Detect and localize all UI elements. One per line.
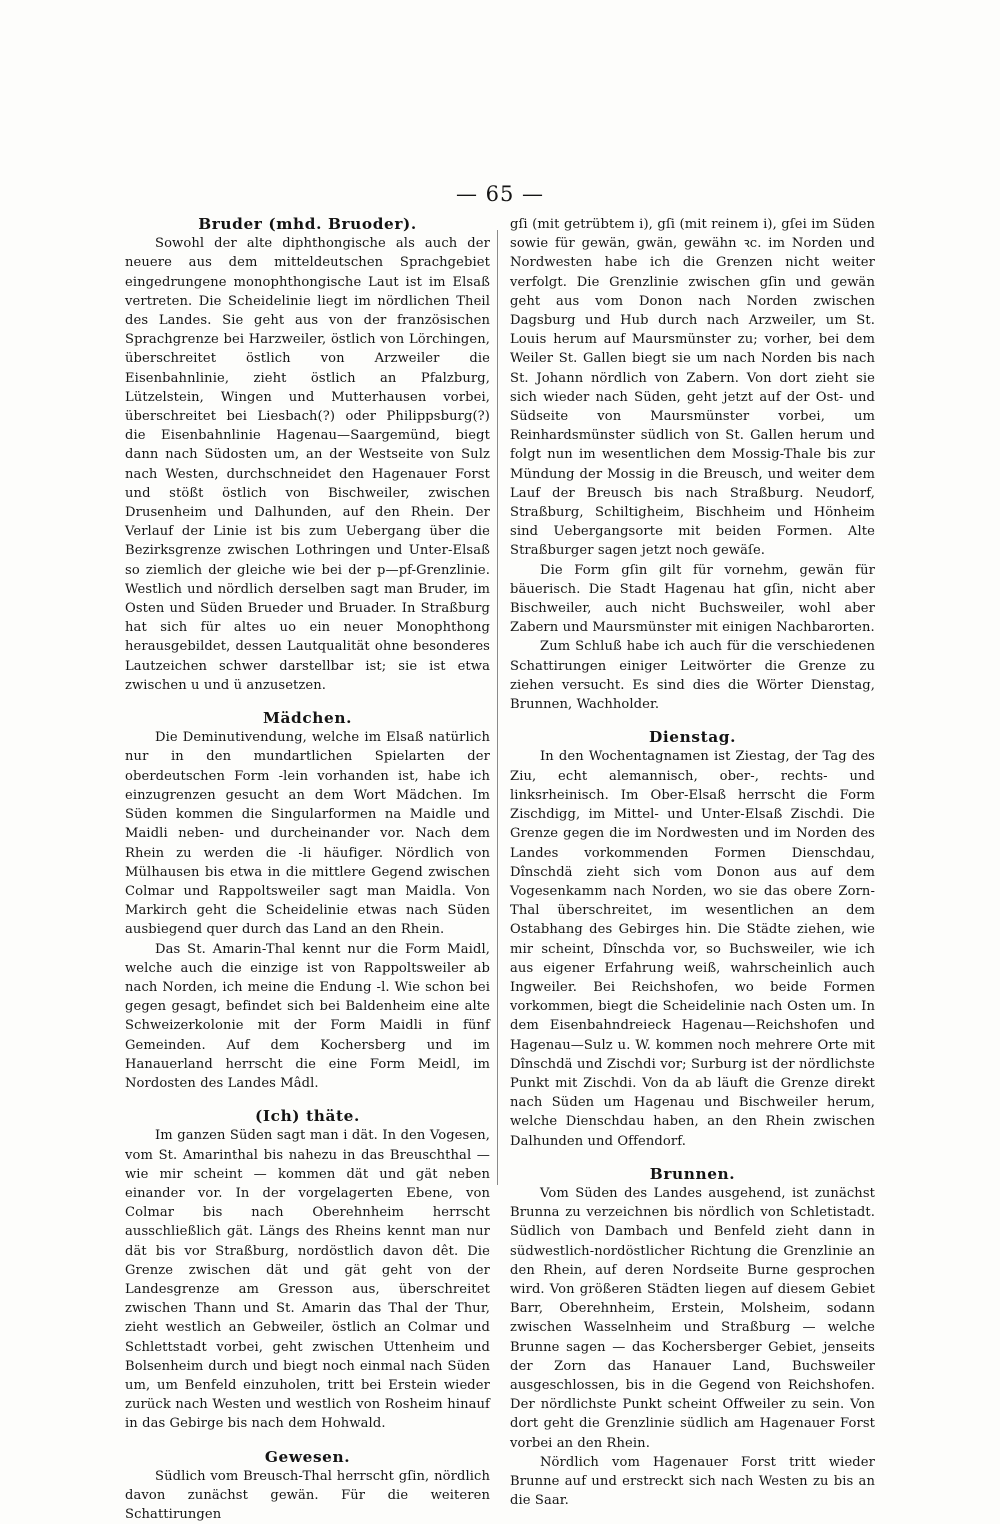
- paragraph: Vom Süden des Landes ausgehend, ist zunächst Brunna zu verzeichnen bis nördlich von Schletistadt. Südlich von Dambach und Benfeld zieht dann in südwestlich-nordöstlicher Richtung die Grenzlinie an den Rhein, auf deren Nordseite Burne gesprochen wird. Von größeren Städten liegen auf diesem Gebiet Barr, Oberehnheim, Erstein, Molsheim, sodann zwischen Wasselnheim und Straßburg — welche Brunne sagen — das Kochersberger Gebiet, jenseits der Zorn das Hanauer Land, Buchsweiler ausgeschlossen, bis in die Gegend von Reichshofen. Der nördlichste Punkt scheint Offweiler zu sein. Von dort geht die Grenzlinie südlich am Hagenauer Forst vorbei an den Rhein.: [510, 1185, 875, 1451]
- section-heading-brunnen: Brunnen.: [649, 1164, 736, 1183]
- paragraph: Im ganzen Süden sagt man i dät. In den Vogesen, vom St. Amarinthal bis nahezu in das Breuschthal — wie mir scheint — kommen dät und gät neben einander vor. In der vorgelagerten Ebene, von Colmar bis nach Oberehnheim herrscht ausschließlich gät. Längs des Rheins kennt man nur dät bis vor Straßburg, nordöstlich davon dêt. Die Grenze zwischen dät und gät geht von der Landesgrenze am Gresson aus, überschreitet zwischen Thann und St. Amarin das Thal der Thur, zieht westlich an Gebweiler, östlich an Colmar und Schlettstadt vorbei, geht zwischen Uttenheim und Bolsenheim durch und biegt noch einmal nach Süden um, um Benfeld einzuholen, tritt bei Erstein wieder zurück nach Westen und westlich von Rosheim hinauf in das Gebirge bis nach dem Hohwald.: [125, 1128, 490, 1432]
- section-heading-bruder: Bruder (mhd. Bruoder).: [198, 215, 417, 233]
- right-column: [510, 215, 875, 1510]
- page-number: — 65 —: [455, 182, 545, 206]
- paragraph: Die Form gſin gilt für vornehm, gewän für bäuerisch. Die Stadt Hagenau hat gſin, nicht aber Bischweiler, auch nicht Buchsweiler, wohl aber Zabern und Maursmünster mit einigen Nachbarorten.: [510, 562, 875, 636]
- paragraph: Zum Schluß habe ich auch für die verschiedenen Schattirungen einiger Leitwörter die Grenze zu ziehen versucht. Es sind dies die Wörter Dienstag, Brunnen, Wachholder.: [510, 639, 875, 713]
- paragraph: Sowohl der alte diphthongische als auch der neuere aus dem mitteldeutschen Sprachgebiet eingedrungene monophthongische Laut ist im Elsaß vertreten. Die Scheidelinie liegt im nördlichen Theil des Landes. Sie geht aus von der französischen Sprachgrenze bei Harzweiler, östlich von Lörchingen, überschreitet östlich von Arzweiler die Eisenbahnlinie, zieht östlich an Pfalzburg, Lützelstein, Wingen und Mutterhausen vorbei, überschreitet bei Liesbach(?) oder Philippsburg(?) die Eisenbahnlinie Hagenau—Saargemünd, biegt dann nach Südosten um, an der Westseite von Sulz nach Westen, durchschneidet den Hagenauer Forst und stößt östlich von Bischweiler, zwischen Drusenheim und Dalhunden, auf den Rhein. Der Verlauf der Linie ist bis zum Uebergang über die Bezirksgrenze zwischen Lothringen und Unter-Elsaß so ziemlich der gleiche wie bei der p—pf-Grenzlinie. Westlich und nördlich derselben sagt man Bruder, im Osten und Süden Brueder und Bruader. In Straßburg hat sich für altes uo ein neuer Monophthong herausgebildet, dessen Lautqualität ohne besonderes Lautzeichen schwer darstellbar ist; sie ist etwa zwischen u und ü anzusetzen.: [125, 236, 490, 693]
- paragraph: Die Deminutivendung, welche im Elsaß natürlich nur in den mundartlichen Spielarten der oberdeutschen Form -lein vorhanden ist, habe ich einzugrenzen gesucht an dem Wort Mädchen. Im Süden kommen die Singularformen na Maidle und Maidli neben- und durcheinander vor. Nach dem Rhein zu werden die -li häufiger. Nördlich von Mülhausen bis etwa in die mittlere Gegend zwischen Colmar und Rappoltsweiler sagt man Maidla. Von Markirch geht die Scheidelinie etwas nach Süden ausbiegend quer durch das Land an den Rhein.: [125, 730, 490, 938]
- section-heading-gewesen: Gewesen.: [264, 1447, 351, 1466]
- paragraph: Das St. Amarin-Thal kennt nur die Form Maidl, welche auch die einzige ist von Rappoltsweiler ab nach Norden, ich meine die Endung -l. Wie schon bei gegen gesagt, befindet sich bei Baldenheim eine alte Schweizerkolonie mit der Form Maidli in fünf Gemeinden. Auf dem Kochersberg und im Hanauerland herrscht die eine Form Meidl, im Nordosten des Landes Mâdl.: [125, 941, 490, 1091]
- section-heading-maedchen: Mädchen.: [262, 709, 353, 728]
- paragraph-continued: gſi (mit getrübtem i), gſi (mit reinem i), gſei im Süden sowie für gewän, gwän, gewähn ꝛc. im Norden und Nordwesten habe ich die Grenzen nicht weiter verfolgt. Die Grenzlinie zwischen gſin und gewän geht aus vom Donon nach Norden zwischen Dagsburg und Hub durch nach Arzweiler, um St. Louis herum auf Maursmünster zu; vorher, bei dem Weiler St. Gallen biegt sie um nach Norden bis nach St. Johann nördlich von Zabern. Von dort zieht sie sich wieder nach Süden, geht jetzt auf der Ost- und Südseite von Maursmünster vorbei, um Reinhardsmünster südlich von St. Gallen herum und folgt nun im wesentlichen dem Mossig-Thale bis zur Mündung der Mossig in die Breusch, und weiter dem Lauf der Breusch bis nach Straßburg. Neudorf, Straßburg, Schiltigheim, Bischheim und Hönheim sind Uebergangsorte mit beiden Formen. Alte Straßburger sagen jetzt noch gewäſe.: [510, 217, 875, 559]
- left-column: [125, 215, 490, 1524]
- paragraph: Südlich vom Breusch-Thal herrscht gſin, nördlich davon zunächst gewän. Für die weiteren Schattirungen: [125, 1468, 490, 1523]
- column-divider: [497, 230, 498, 1185]
- section-heading-thaete: (Ich) thäte.: [255, 1107, 360, 1126]
- paragraph: Nördlich vom Hagenauer Forst tritt wieder Brunne auf und erstreckt sich nach Westen zu bis an die Saar.: [510, 1454, 875, 1509]
- section-heading-dienstag: Dienstag.: [648, 728, 737, 747]
- paragraph: In den Wochentagnamen ist Ziestag, der Tag des Ziu, echt alemannisch, ober-, rechts- und linksrheinisch. Im Ober-Elsaß herrscht die Form Zischdigg, im Mittel- und Unter-Elsaß Zischdi. Die Grenze gegen die im Nordwesten und im Norden des Landes vorkommenden Formen Dienschdau, Dînschdä zieht sich vom Donon aus auf dem Vogesenkamm nach Norden, wo sie das obere Zorn-Thal überschreitet, im wesentlichen an dem Ostabhang des Gebirges hin. Die Städte ziehen, wie mir scheint, Dînschda vor, so Buchsweiler, wie ich aus eigener Erfahrung weiß, wahrscheinlich auch Ingweiler. Bei Reichshofen, wo beide Formen vorkommen, biegt die Scheidelinie nach Osten um. In dem Eisenbahndreieck Hagenau—Reichshofen und Hagenau—Sulz u. W. kommen noch mehrere Orte mit Dînschdä und Zischdi vor; Surburg ist der nördlichste Punkt mit Zischdi. Von da ab läuft die Grenze direkt nach Süden um Hagenau und Bischweiler herum, welche Dienschdau haben, an den Rhein zwischen Dalhunden und Offendorf.: [510, 749, 875, 1149]
